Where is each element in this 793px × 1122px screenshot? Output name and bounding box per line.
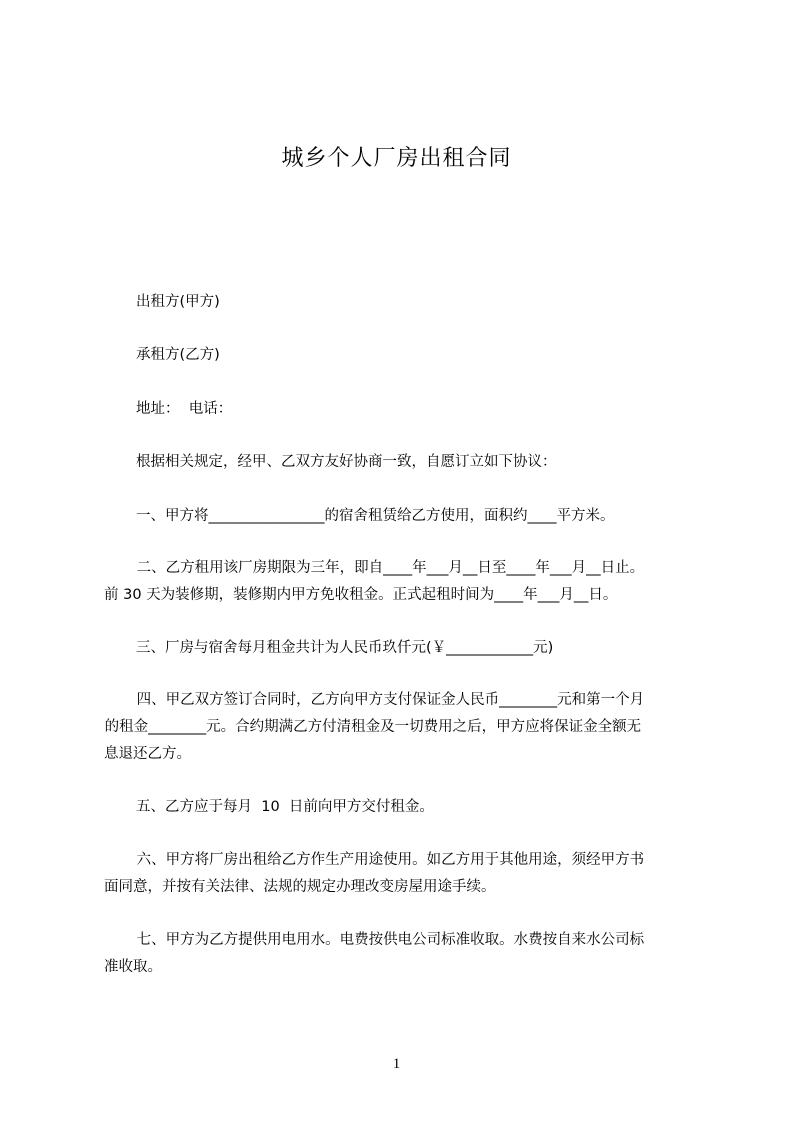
clause-line: 六、甲方将厂房出租给乙方作生产用途使用。如乙方用于其他用途，须经甲方书 bbox=[132, 852, 645, 868]
clause-line: 一、甲方将________________的宿舍租赁给乙方使用，面积约____平方米。 bbox=[136, 508, 615, 524]
clause-line: 四、甲乙双方签订合同时，乙方向甲方支付保证金人民币________元和第一个月 bbox=[132, 692, 645, 708]
clause-line: 二、乙方租用该厂房期限为三年，即自____年___月__日至____年___月__日止。 bbox=[132, 560, 645, 576]
lessee-line: 承租方(乙方) bbox=[136, 347, 220, 363]
address-phone-line: 地址： 电话： bbox=[136, 401, 233, 417]
clause-line: 前 30 天为装修期，装修期内甲方免收租金。正式起租时间为____年___月__日。 bbox=[104, 587, 618, 603]
clause-line: 三、厂房与宿舍每月租金共计为人民币玖仟元(￥____________元) bbox=[136, 640, 554, 656]
page-number: 1 bbox=[392, 1056, 401, 1072]
clause-line: 七、甲方为乙方提供用电用水。电费按供电公司标准收取。水费按自来水公司标 bbox=[132, 932, 645, 948]
clause-line: 的租金________元。合约期满乙方付清租金及一切费用之后，甲方应将保证金全额无 bbox=[100, 719, 642, 735]
clause-line: 五、乙方应于每月 10 日前向甲方交付租金。 bbox=[136, 799, 434, 815]
preamble-line: 根据相关规定，经甲、乙双方友好协商一致，自愿订立如下协议： bbox=[136, 454, 557, 470]
lessor-line: 出租方(甲方) bbox=[136, 294, 220, 310]
clause-line: 准收取。 bbox=[104, 959, 162, 975]
clause-line: 面同意，并按有关法律、法规的规定办理改变房屋用途手续。 bbox=[104, 879, 496, 895]
clause-line: 息退还乙方。 bbox=[104, 746, 191, 762]
page-title: 城乡个人厂房出租合同 bbox=[281, 146, 512, 171]
